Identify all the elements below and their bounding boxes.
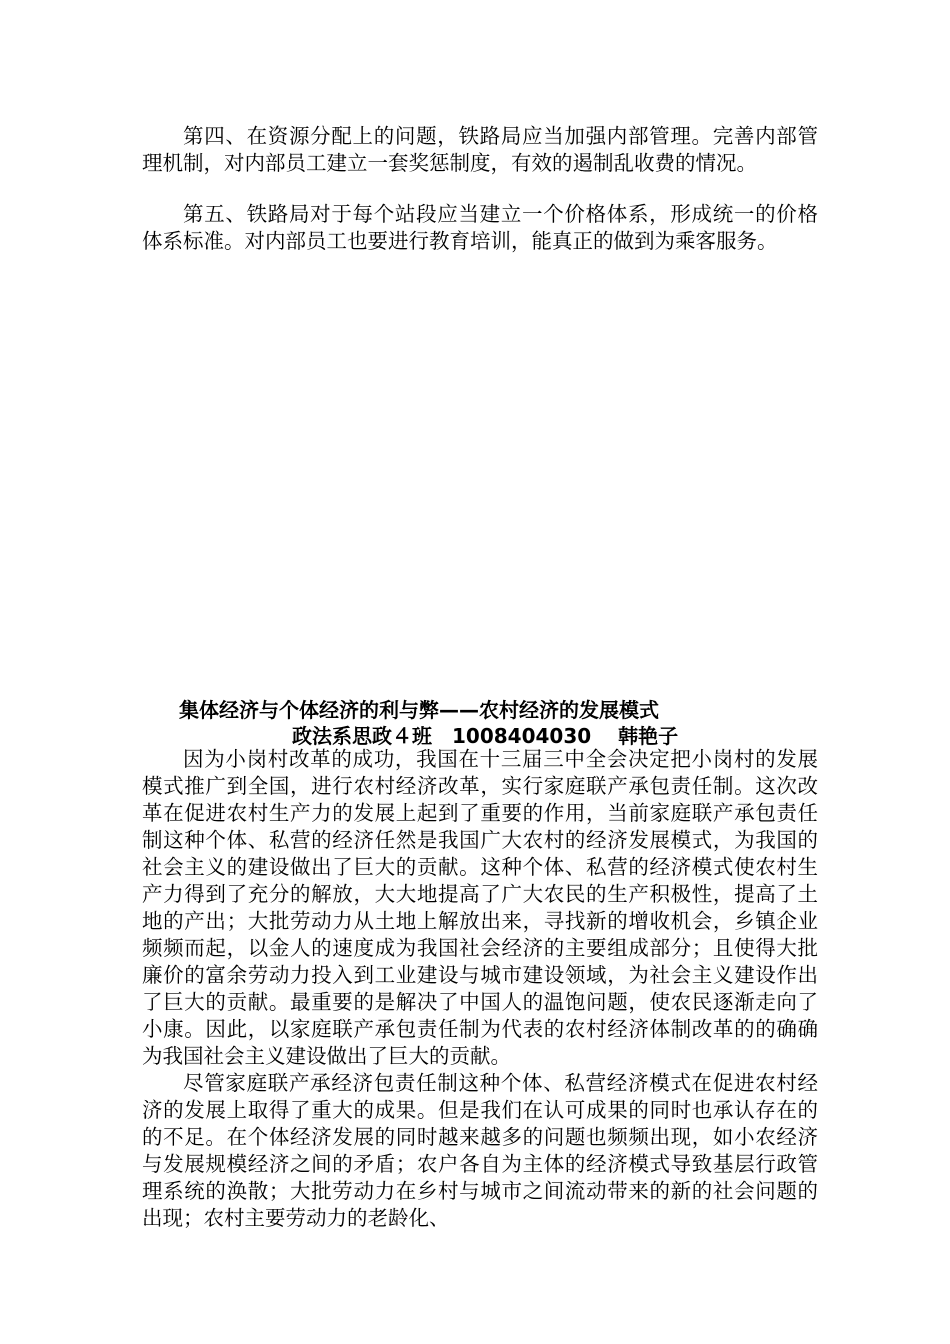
paragraph-reform-success: 因为小岗村改革的成功，我国在十三届三中全会决定把小岗村的发展模式推广到全国，进行农村经济改革，实行家庭联产承包责任制。这次改革在促进农村生产力的发展上起到了重要的作用，当前家庭联产承包责任制这种个体、私营的经济任然是我国广大农村的经济发展模式，为我国的社会主义的建设做出了巨大的贡献。这种个体、私营的经济模式使农村生产力得到了充分的解放，大大地提高了广大农民的生产积极性，提高了土地的产出；大批劳动力从土地上解放出来，寻找新的增收机会，乡镇企业频频而起，以金人的速度成为我国社会经济的主要组成部分；且使得大批廉价的富余劳动力投入到工业建设与城市建设领域，为社会主义建设作出了巨大的贡献。最重要的是解决了中国人的温饱问题，使农民逐渐走向了小康。因此，以家庭联产承包责任制为代表的农村经济体制改革的的确确为我国社会主义建设做出了巨大的贡献。 bbox=[142, 747, 818, 1068]
article-title: 集体经济与个体经济的利与弊——农村经济的发展模式 bbox=[179, 698, 659, 722]
paragraph-resource-allocation: 第四、在资源分配上的问题，铁路局应当加强内部管理。完善内部管理机制，对内部员工建立一套奖惩制度，有效的遏制乱收费的情况。 bbox=[142, 124, 818, 175]
author-line: 政法系思政４班 1008404030 韩艳子 bbox=[292, 724, 679, 748]
paragraph-price-system: 第五、铁路局对于每个站段应当建立一个价格体系，形成统一的价格体系标准。对内部员工也要进行教育培训，能真正的做到为乘客服务。 bbox=[142, 202, 818, 253]
paragraph-reform-problems: 尽管家庭联产承经济包责任制这种个体、私营经济模式在促进农村经济的发展上取得了重大的成果。但是我们在认可成果的同时也承认存在的的不足。在个体经济发展的同时越来越多的问题也频频出现，如小农经济与发展规模经济之间的矛盾；农户各自为主体的经济模式导致基层行政管理系统的涣散；大批劳动力在乡村与城市之间流动带来的新的社会问题的出现；农村主要劳动力的老龄化、 bbox=[142, 1071, 818, 1230]
